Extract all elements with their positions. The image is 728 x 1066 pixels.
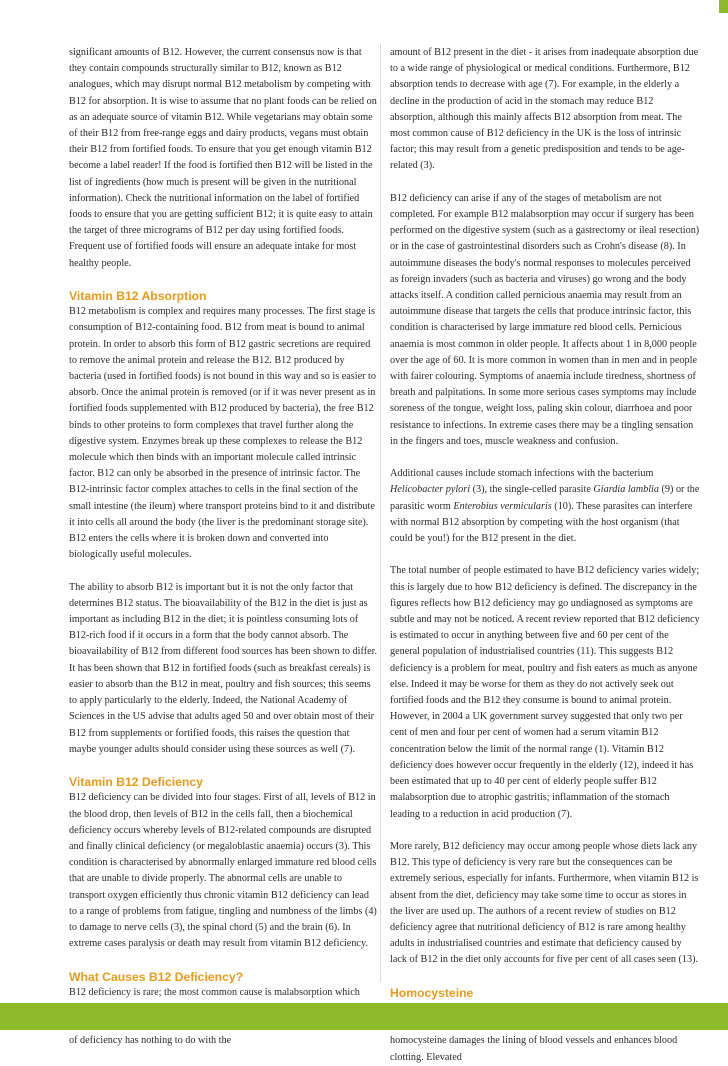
paragraph-causes: B12 deficiency is rare; the most common cause is malabsorption which of deficiency has nothing to do with the (69, 986, 360, 1047)
paragraph-absorption-conditions: amount of B12 present in the diet - it arises from inadequate absorption due to a wide range of physiological or medical conditions. Furthermore, B12 absorption tends to decrease with age (7). For example, in the elderly a decline in the production of acid in the stomach may reduce B12 absorption, although this mainly affects B12 absorption from meat. The most common cause of B12 deficiency in the UK is the loss of intrinsic factor; this may result from a genetic predisposition and tends to be age-related (3). (390, 47, 699, 172)
heading-causes: What Causes B12 Deficiency? (69, 969, 244, 984)
paragraph-infections: Additional causes include stomach infections with the bacterium Helicobacter pylori (3), the single-celled parasite Giardia lamblia (9) or the parasitic worm Enterobius vermicularis (10). These parasites can interfere with normal B12 absorption by competing with the host organism (that could be you!) for the B12 present in the diet. (390, 468, 700, 545)
paragraph-deficiency-stages: B12 deficiency can be divided into four stages. First of all, levels of B12 in the blood drop, then levels of B12 in the cells fall, then a biochemical deficiency occurs whereby levels of B12-related compounds are disrupted and finally clinical deficiency (or megaloblastic anaemia) occurs (3). This condition is characterised by abnormally enlarged immature red blood cells that are unable to divide properly. The abnormal cells are unable to transport oxygen efficiently thus chronic vitamin B12 deficiency can lead to a range of problems from fatigue, tingling and numbness of the limbs (4) to damage to nerve cells (3), the spinal chord (5) and the brain (6). In extreme cases paralysis or death may result from vitamin B12 deficiency. (69, 792, 377, 950)
paragraph-metabolism-stages: B12 deficiency can arise if any of the stages of metabolism are not completed. For example B12 malabsorption may occur if surgery has been performed on the digestive system (such as a gastrectomy or ileal resection) or in the case of gastrointestinal disorders such as Crohn's disease (8). In autoimmune diseases the body's normal responses to molecules perceived as foreign invaders (such as bacteria and viruses) go wrong and the body attacks itself. A condition called pernicious anaemia may result from an autoimmune disease that targets the cells that produce intrinsic factor, this condition is characterised by large immature red blood cells. Pernicious anaemia is most common in older people. It affects about 1 in 8,000 people over the age of 60. It is more common in women than in men and in people with fairer colouring. Symptoms of anaemia include tiredness, shortness of breath and palpitations. In some more serious cases symptoms may include soreness of the tongue, weight loss, paling skin colour, diarrhoea and poor resistance to infections. In extreme cases there may be a tingling sensation in the fingers and toes, muscle weakness and confusion. (390, 192, 700, 447)
paragraph-prevalence: The total number of people estimated to have B12 deficiency varies widely; this is largely due to how B12 deficiency is defined. The discrepancy in the figures reflects how B12 deficiency may go undiagnosed as symptoms are subtle and may not be noticed. A recent review reported that B12 deficiency is estimated to occur in anything between five and 60 per cent of the general population of industrialised countries (11). This suggests B12 deficiency is a problem for meat, poultry and fish eaters as much as anyone else. Indeed it may be worse for them as they do not actively seek out fortified foods and the B12 they consume is bound to animal protein. However, in 2004 a UK government survey suggested that only two per cent of men and four per cent of women had a serum vitamin B12 concentration below the limit of the normal range (1). Vitamin B12 deficiency does however occur frequently in the elderly (12), indeed it has been estimated that up to 40 per cent of elderly people suffer B12 malabsorption due to atrophic gastritis; inflammation of the stomach leading to a reduction in acid production (7). (390, 565, 700, 820)
heading-absorption: Vitamin B12 Absorption (69, 289, 207, 304)
left-column (69, 45, 379, 1050)
paragraph-homocysteine: homocysteine damages the lining of blood vessels and enhances blood clotting. Elevated (390, 1035, 678, 1063)
right-column (390, 45, 700, 1066)
column-divider (380, 44, 381, 982)
paragraph-metabolism: B12 metabolism is complex and requires many processes. The first stage is consumption of B12-containing food. B12 from meat is bound to animal protein. In order to absorb this form of B12 gastric secretions are required to remove the animal protein and release the B12. B12 produced by bacteria (used in fortified foods) is not bound in this way and so is easier to absorb. Once the animal protein is removed (or if it was never present as in fortified foods supplemented with B12 produced by bacteria), the free B12 binds to other proteins to form complexes that travel further along the digestive system. Enzymes break up these complexes to release the B12 molecule which then binds with an important molecule called intrinsic factor. B12 can only be absorbed in the presence of intrinsic factor. The B12-intrinsic factor complex attaches to cells in the final section of the small intestine (the ileum) where transport proteins bind to it and distribute it into cells all around the body (the liver is the predominant storage site). B12 enters the cells where it is broken down and converted into biologically useful molecules. (69, 306, 376, 561)
paragraph-dietary-deficiency: More rarely, B12 deficiency may occur among people whose diets lack any B12. This type of deficiency is very rare but the consequences can be extremely serious, especially for infants. Furthermore, when vitamin B12 is absent from the diet, deficiency may take some time to occur as stores in the liver are used up. The authors of a recent review of studies on B12 deficiency agree that nutritional deficiency of B12 is rare among healthy adults in industrialised countries and estimate that deficiency caused by lack of B12 in the diet only accounts for five per cent of all cases seen (13). (390, 840, 699, 966)
heading-deficiency: Vitamin B12 Deficiency (69, 775, 203, 790)
footer-bar (0, 1003, 728, 1030)
paragraph-bioavailability: The ability to absorb B12 is important but it is not the only factor that determines B12 status. The bioavailability of the B12 in the diet is just as important as including B12 in the diet; it is pointless consuming lots of B12-rich food if it occurs in a form that the body cannot absorb. The bioavailability of B12 from different food sources has been shown to differ. It has been shown that B12 in fortified foods (such as breakfast cereals) is easier to absorb than the B12 in meat, poultry and fish sources; this seems to apply particularly to the elderly. Indeed, the National Academy of Sciences in the US advise that adults aged 50 and over obtain most of their B12 from supplements or fortified foods, this raises the question that maybe younger adults should consider using these sources as well (7). (69, 581, 378, 755)
heading-homocysteine: Homocysteine (390, 985, 474, 1000)
corner-accent (719, 0, 728, 13)
paragraph-plant-sources: significant amounts of B12. However, the current consensus now is that they contain compounds structurally similar to B12, known as B12 analogues, which may disrupt normal B12 metabolism by competing with B12 for absorption. It is wise to assume that no plant foods can be relied on as an adequate source of vitamin B12. While vegetarians may obtain some of their B12 from free-range eggs and dairy products, vegans must obtain their B12 from fortified foods. To ensure that you get enough vitamin B12 become a label reader! If the food is fortified then B12 will be listed in the list of ingredients (how much is present will be given in the nutritional information). Check the nutritional information on the label of fortified foods to ensure that you are getting sufficient B12; it is quite easy to attain the target of three micrograms of B12 per day using fortified foods. Frequent use of fortified foods will ensure an adequate intake for most healthy people. (69, 47, 377, 269)
